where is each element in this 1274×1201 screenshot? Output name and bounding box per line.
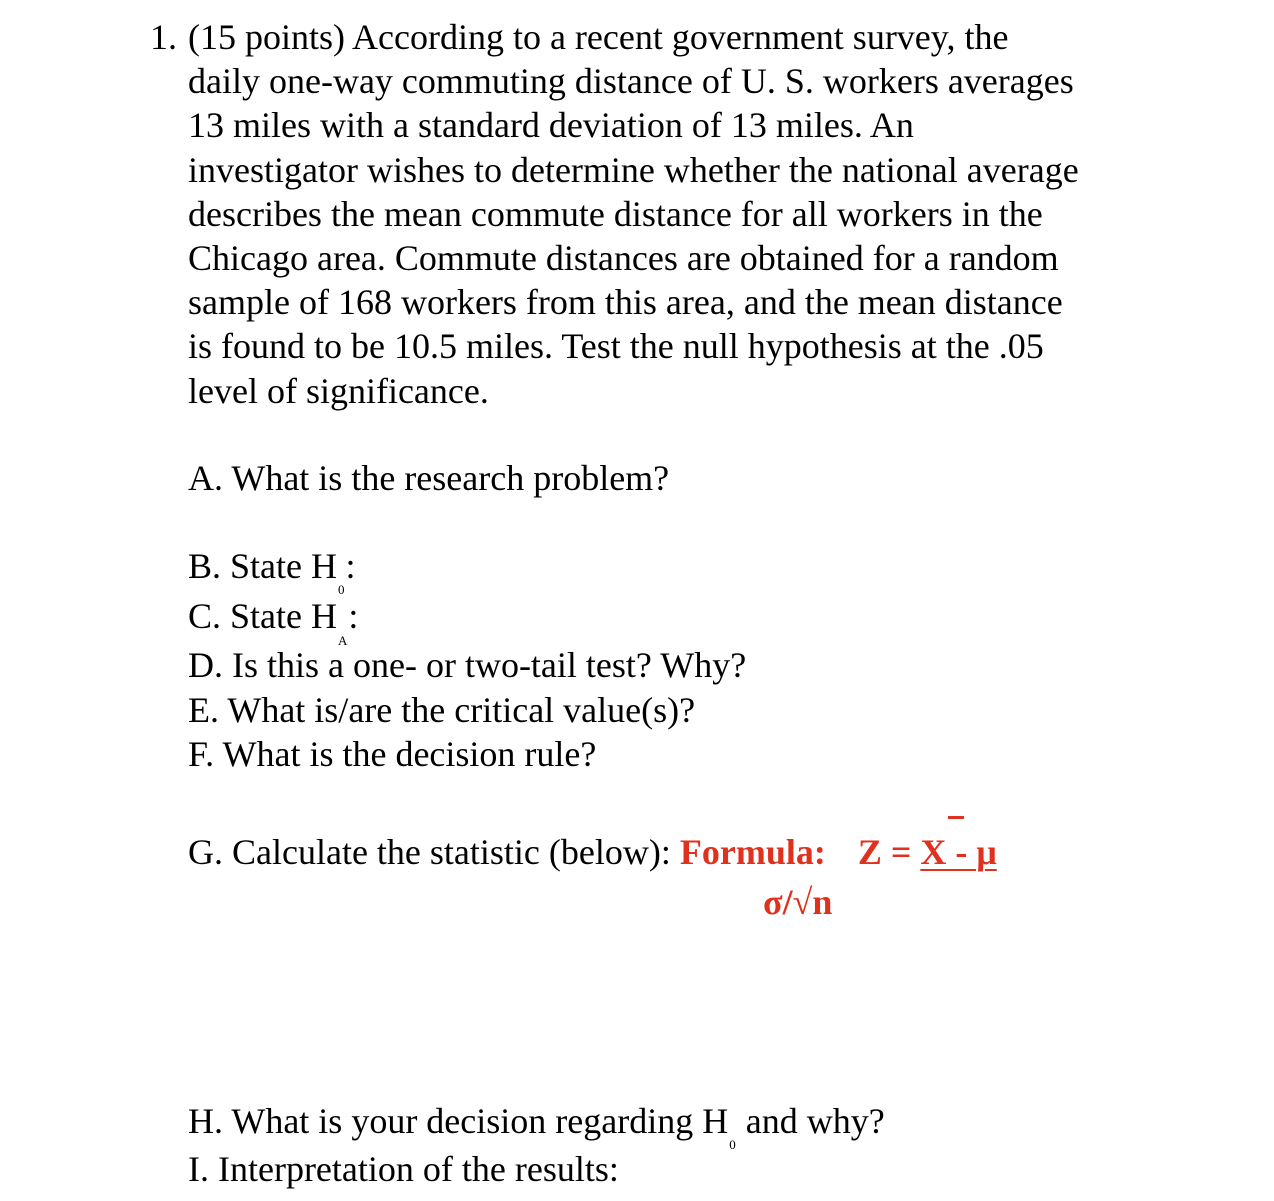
question-d: D. Is this a one- or two-tail test? Why? — [188, 645, 747, 685]
question-c-text: C. State H — [188, 596, 337, 636]
question-b-colon: : — [345, 546, 356, 586]
x-bar-overline — [948, 816, 964, 819]
problem-line: 13 miles with a standard deviation of 13 miles. An — [188, 105, 914, 146]
question-h — [188, 1099, 885, 1151]
null-hypothesis-subscript: 0 — [338, 582, 345, 597]
question-c-colon: : — [348, 596, 359, 636]
question-g — [188, 830, 997, 874]
question-a: A. What is the research problem? — [188, 458, 670, 498]
formula-denominator: σ/√n — [763, 882, 833, 922]
alt-hypothesis-subscript: A — [338, 633, 348, 648]
question-g-text: G. Calculate the statistic (below): — [188, 832, 680, 872]
problem-line: investigator wishes to determine whether the national average — [188, 149, 1079, 190]
problem-statement — [150, 15, 1150, 413]
problem-number: 1. — [150, 17, 177, 57]
problem-line: (15 points) According to a recent government survey, the — [188, 17, 1009, 57]
formula-label: Formula: — [679, 832, 826, 872]
null-hypothesis-subscript: 0 — [729, 1137, 736, 1152]
question-h-text: H. What is your decision regarding H — [188, 1101, 729, 1141]
problem-line: daily one-way commuting distance of U. S. workers averages — [188, 61, 1074, 102]
question-c — [188, 594, 358, 646]
problem-line: level of significance. — [188, 370, 489, 411]
problem-line: describes the mean commute distance for all workers in the — [188, 193, 1043, 234]
question-b — [188, 544, 356, 596]
problem-line: sample of 168 workers from this area, and the mean distance — [188, 282, 1063, 323]
formula-numerator: X - μ — [920, 832, 997, 872]
question-i: I. Interpretation of the results: — [188, 1149, 619, 1189]
formula-lhs: Z = — [857, 832, 921, 872]
question-f: F. What is the decision rule? — [188, 734, 597, 774]
question-h-suffix: and why? — [736, 1101, 885, 1141]
problem-line: is found to be 10.5 miles. Test the null hypothesis at the .05 — [188, 326, 1044, 367]
problem-paragraph — [188, 15, 1138, 413]
question-e: E. What is/are the critical value(s)? — [188, 690, 696, 730]
problem-line: Chicago area. Commute distances are obtained for a random — [188, 238, 1059, 279]
question-b-text: B. State H — [188, 546, 337, 586]
